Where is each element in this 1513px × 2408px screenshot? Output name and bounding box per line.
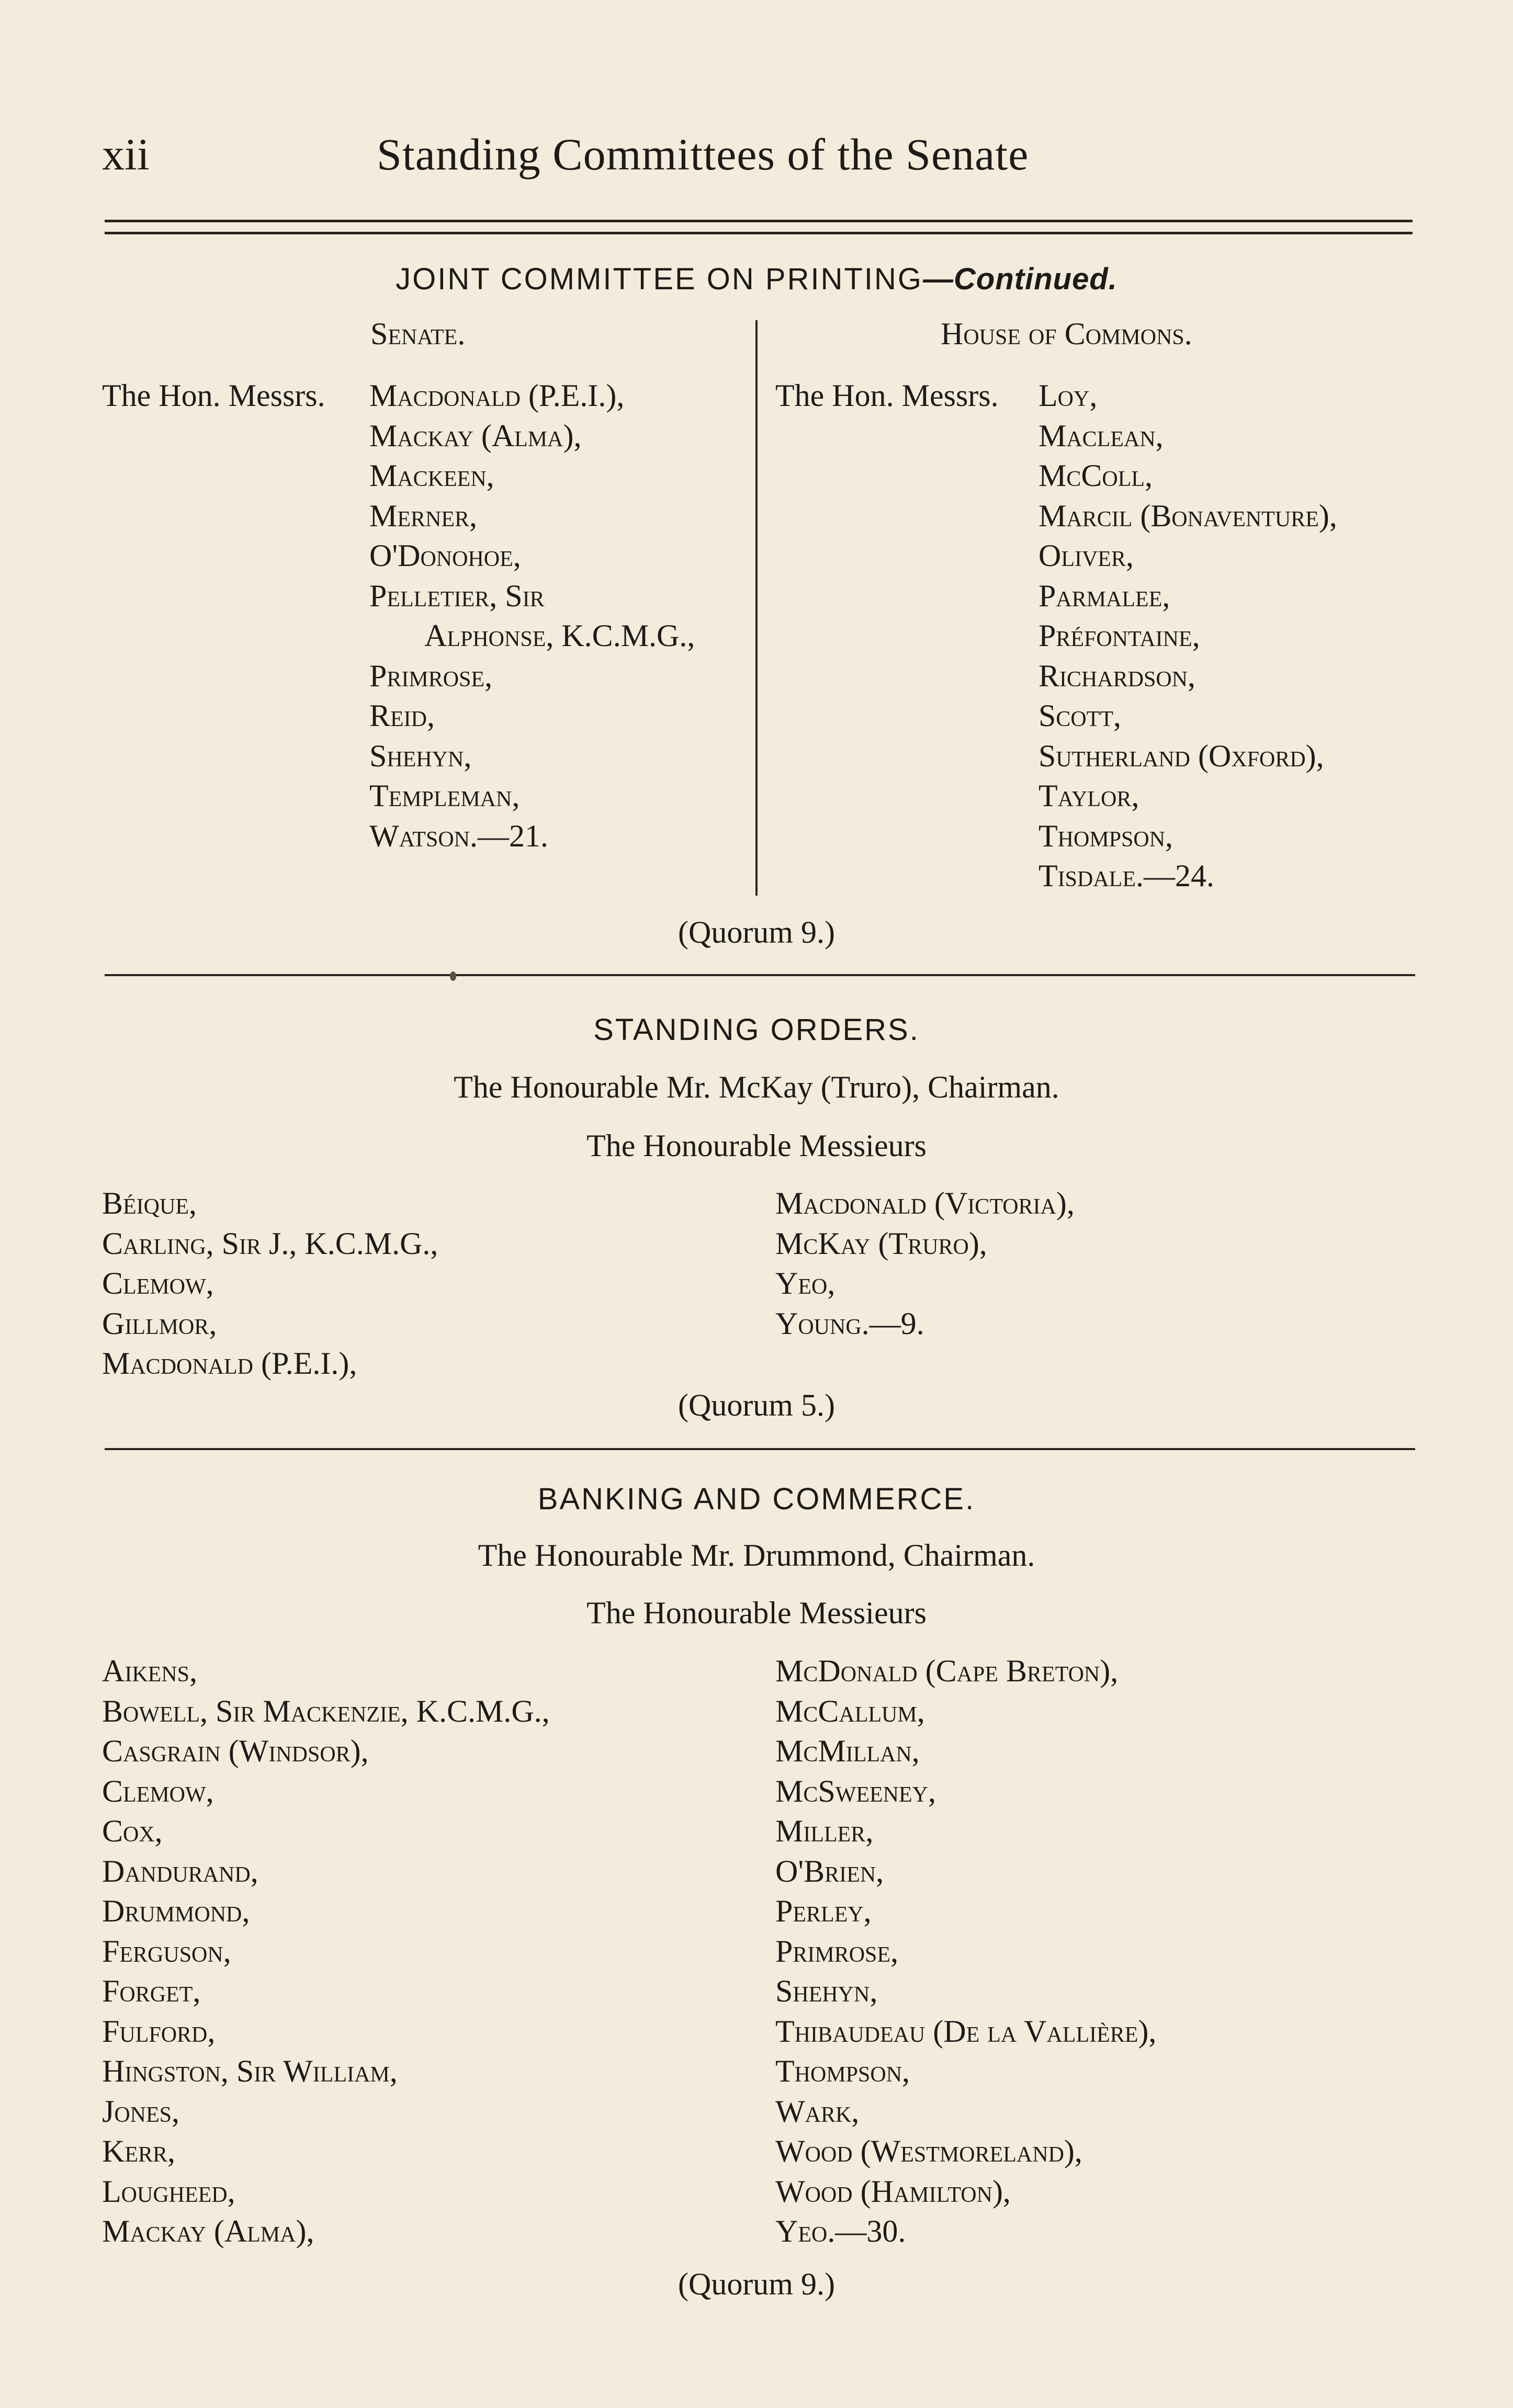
member-name: Young.—9. bbox=[775, 1306, 924, 1341]
commons-member: Taylor, bbox=[1038, 778, 1139, 813]
header-rule bbox=[105, 220, 1413, 234]
member-name: Macdonald (P.E.I.), bbox=[102, 1346, 357, 1381]
member-name: Béique, bbox=[102, 1186, 197, 1220]
commons-column-title: House of Commons. bbox=[941, 316, 1192, 351]
member-name: Casgrain (Windsor), bbox=[102, 1734, 369, 1768]
standing-orders-chairman: The Honourable Mr. McKay (Truro), Chairman. bbox=[454, 1070, 1059, 1104]
member-name: McMillan, bbox=[775, 1734, 920, 1768]
member-name: Lougheed, bbox=[102, 2174, 235, 2209]
banking-chairman: The Honourable Mr. Drummond, Chairman. bbox=[478, 1538, 1035, 1573]
member-name: Yeo.—30. bbox=[775, 2214, 906, 2248]
member-name: Forget, bbox=[102, 1974, 201, 2008]
senate-member: O'Donohoe, bbox=[369, 538, 521, 573]
member-name: Ferguson, bbox=[102, 1934, 231, 1969]
section-divider bbox=[105, 974, 1415, 976]
commons-prefix: The Hon. Messrs. bbox=[775, 378, 999, 413]
senate-member: Macdonald (P.E.I.), bbox=[369, 378, 625, 413]
column-divider bbox=[755, 320, 758, 896]
member-name: Shehyn, bbox=[775, 1974, 878, 2008]
member-name: Miller, bbox=[775, 1814, 874, 1848]
commons-member: Maclean, bbox=[1038, 418, 1164, 453]
page-number: xii bbox=[102, 129, 150, 179]
commons-member: Richardson, bbox=[1038, 658, 1196, 693]
commons-member: Oliver, bbox=[1038, 538, 1134, 573]
commons-member: Tisdale.—24. bbox=[1038, 858, 1214, 893]
member-name: Clemow, bbox=[102, 1266, 214, 1301]
member-name: Mackay (Alma), bbox=[102, 2214, 314, 2248]
member-name: Kerr, bbox=[102, 2134, 176, 2168]
senate-member: Mackeen, bbox=[369, 458, 494, 493]
commons-member: Loy, bbox=[1038, 378, 1098, 413]
commons-member: Scott, bbox=[1038, 698, 1122, 733]
member-name: Hingston, Sir William, bbox=[102, 2054, 398, 2088]
commons-member: Préfontaine, bbox=[1038, 618, 1200, 653]
commons-member: Marcil (Bonaventure), bbox=[1038, 498, 1337, 533]
member-name: Drummond, bbox=[102, 1894, 250, 1928]
standing-orders-messieurs: The Honourable Messieurs bbox=[586, 1128, 927, 1163]
senate-member: Shehyn, bbox=[369, 738, 472, 773]
standing-orders-left-list bbox=[102, 1183, 438, 1384]
member-name: Cox, bbox=[102, 1814, 163, 1848]
member-name: McSweeney, bbox=[775, 1773, 936, 1808]
commons-member: Sutherland (Oxford), bbox=[1038, 738, 1324, 773]
senate-member: Primrose, bbox=[369, 658, 493, 693]
commons-members-list bbox=[1038, 376, 1337, 896]
joint-printing-quorum: (Quorum 9.) bbox=[678, 915, 835, 949]
senate-members-list bbox=[369, 376, 695, 856]
commons-member: McColl, bbox=[1038, 458, 1153, 493]
standing-orders-heading: STANDING ORDERS. bbox=[593, 1013, 920, 1047]
member-name: McKay (Truro), bbox=[775, 1226, 987, 1261]
member-name: Clemow, bbox=[102, 1773, 214, 1808]
member-name: O'Brien, bbox=[775, 1853, 884, 1889]
page-title: Standing Committees of the Senate bbox=[377, 129, 1029, 179]
senate-member: Merner, bbox=[369, 498, 478, 533]
joint-printing-heading: JOINT COMMITTEE ON PRINTING—Continued. bbox=[396, 262, 1117, 296]
member-name: Jones, bbox=[102, 2094, 180, 2129]
ink-speck bbox=[450, 971, 456, 981]
member-name: Fulford, bbox=[102, 2014, 216, 2049]
member-name: Gillmor, bbox=[102, 1306, 217, 1341]
member-name: Primrose, bbox=[775, 1934, 899, 1969]
member-name: Wood (Hamilton), bbox=[775, 2174, 1011, 2209]
member-name: Wark, bbox=[775, 2094, 860, 2129]
member-name: Dandurand, bbox=[102, 1853, 258, 1889]
member-name: Aikens, bbox=[102, 1654, 197, 1688]
member-name: Carling, Sir J., K.C.M.G., bbox=[102, 1226, 438, 1261]
senate-member: Reid, bbox=[369, 698, 435, 733]
banking-left-list bbox=[102, 1651, 550, 2252]
senate-member: Templeman, bbox=[369, 778, 520, 813]
member-name: McDonald (Cape Breton), bbox=[775, 1654, 1119, 1688]
member-name: Yeo, bbox=[775, 1266, 835, 1301]
senate-member: Pelletier, Sir bbox=[369, 578, 545, 613]
banking-quorum: (Quorum 9.) bbox=[678, 2267, 835, 2301]
standing-orders-quorum: (Quorum 5.) bbox=[678, 1388, 835, 1422]
member-name: Macdonald (Victoria), bbox=[775, 1186, 1075, 1220]
member-name: Bowell, Sir Mackenzie, K.C.M.G., bbox=[102, 1693, 550, 1728]
banking-messieurs: The Honourable Messieurs bbox=[586, 1596, 927, 1630]
senate-prefix: The Hon. Messrs. bbox=[102, 378, 325, 413]
member-name: Perley, bbox=[775, 1894, 872, 1928]
senate-member: Alphonse, K.C.M.G., bbox=[424, 618, 695, 653]
senate-member: Mackay (Alma), bbox=[369, 418, 582, 453]
banking-heading: BANKING AND COMMERCE. bbox=[537, 1482, 976, 1516]
member-name: Wood (Westmoreland), bbox=[775, 2134, 1082, 2168]
section-divider bbox=[105, 1448, 1415, 1450]
banking-right-list bbox=[775, 1651, 1156, 2252]
commons-member: Parmalee, bbox=[1038, 578, 1170, 613]
member-name: McCallum, bbox=[775, 1693, 925, 1728]
member-name: Thibaudeau (De la Vallière), bbox=[775, 2014, 1157, 2049]
commons-member: Thompson, bbox=[1038, 818, 1173, 853]
member-name: Thompson, bbox=[775, 2054, 910, 2088]
senate-member: Watson.—21. bbox=[369, 818, 548, 853]
senate-column-title: Senate. bbox=[370, 316, 466, 351]
standing-orders-right-list bbox=[775, 1183, 1075, 1343]
